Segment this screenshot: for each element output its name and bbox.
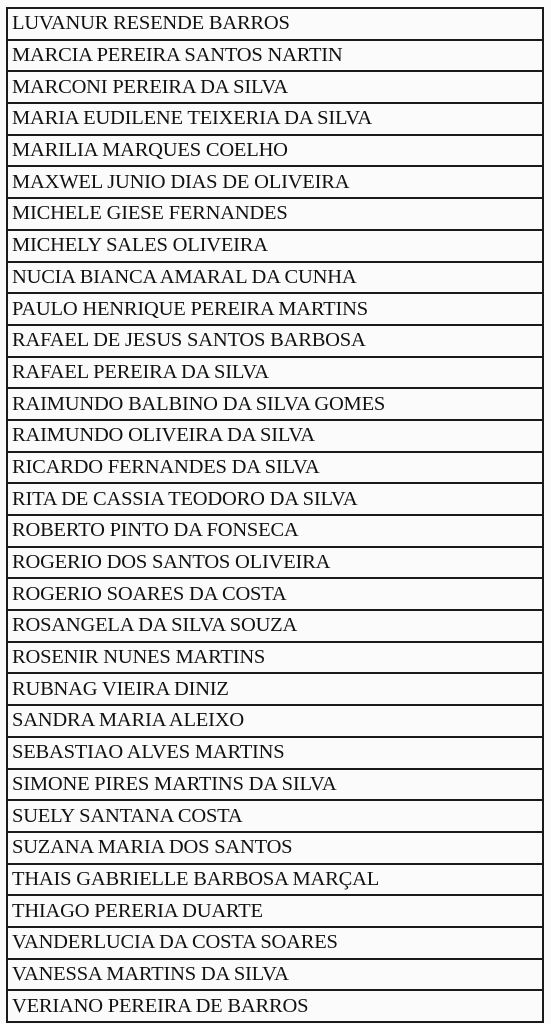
table-row — [7, 103, 543, 135]
name-cell: SIMONE PIRES MARTINS DA SILVA — [7, 769, 543, 801]
name-cell: SUZANA MARIA DOS SANTOS — [7, 832, 543, 864]
name-cell: MICHELY SALES OLIVEIRA — [7, 230, 543, 262]
table-row — [7, 927, 543, 959]
name-cell: RUBNAG VIEIRA DINIZ — [7, 673, 543, 705]
name-cell: VANESSA MARTINS DA SILVA — [7, 959, 543, 991]
table-row — [7, 198, 543, 230]
table-row — [7, 832, 543, 864]
name-cell: ROBERTO PINTO DA FONSECA — [7, 515, 543, 547]
name-cell: THAIS GABRIELLE BARBOSA MARÇAL — [7, 864, 543, 896]
name-cell: ROSENIR NUNES MARTINS — [7, 642, 543, 674]
name-cell: RAIMUNDO OLIVEIRA DA SILVA — [7, 420, 543, 452]
name-list-table — [6, 7, 544, 1023]
name-cell: RITA DE CASSIA TEODORO DA SILVA — [7, 483, 543, 515]
table-row — [7, 8, 543, 40]
table-row — [7, 452, 543, 484]
table-row — [7, 578, 543, 610]
name-cell: SEBASTIAO ALVES MARTINS — [7, 737, 543, 769]
table-row — [7, 800, 543, 832]
name-cell: ROSANGELA DA SILVA SOUZA — [7, 610, 543, 642]
name-cell: MARIA EUDILENE TEIXERIA DA SILVA — [7, 103, 543, 135]
table-row — [7, 230, 543, 262]
name-cell: SANDRA MARIA ALEIXO — [7, 705, 543, 737]
table-row — [7, 895, 543, 927]
table-row — [7, 515, 543, 547]
table-row — [7, 357, 543, 389]
table-row — [7, 673, 543, 705]
name-cell: RAFAEL PEREIRA DA SILVA — [7, 357, 543, 389]
table-row — [7, 40, 543, 72]
name-cell: RICARDO FERNANDES DA SILVA — [7, 452, 543, 484]
name-cell: PAULO HENRIQUE PEREIRA MARTINS — [7, 293, 543, 325]
table-row — [7, 166, 543, 198]
table-row — [7, 135, 543, 167]
name-cell: MAXWEL JUNIO DIAS DE OLIVEIRA — [7, 166, 543, 198]
name-cell: SUELY SANTANA COSTA — [7, 800, 543, 832]
name-cell: RAFAEL DE JESUS SANTOS BARBOSA — [7, 325, 543, 357]
table-row — [7, 864, 543, 896]
table-row — [7, 990, 543, 1022]
table-row — [7, 705, 543, 737]
table-row — [7, 420, 543, 452]
name-cell: ROGERIO DOS SANTOS OLIVEIRA — [7, 547, 543, 579]
table-row — [7, 325, 543, 357]
name-cell: RAIMUNDO BALBINO DA SILVA GOMES — [7, 388, 543, 420]
table-row — [7, 769, 543, 801]
name-cell: ROGERIO SOARES DA COSTA — [7, 578, 543, 610]
name-cell: LUVANUR RESENDE BARROS — [7, 8, 543, 40]
table-row — [7, 71, 543, 103]
name-cell: MARCONI PEREIRA DA SILVA — [7, 71, 543, 103]
name-cell: MARILIA MARQUES COELHO — [7, 135, 543, 167]
table-row — [7, 610, 543, 642]
table-row — [7, 293, 543, 325]
name-cell: VANDERLUCIA DA COSTA SOARES — [7, 927, 543, 959]
name-cell: THIAGO PERERIA DUARTE — [7, 895, 543, 927]
name-cell: VERIANO PEREIRA DE BARROS — [7, 990, 543, 1022]
table-row — [7, 388, 543, 420]
table-row — [7, 642, 543, 674]
name-cell: NUCIA BIANCA AMARAL DA CUNHA — [7, 262, 543, 294]
table-row — [7, 737, 543, 769]
table-row — [7, 483, 543, 515]
table-row — [7, 262, 543, 294]
name-cell: MARCIA PEREIRA SANTOS NARTIN — [7, 40, 543, 72]
table-row — [7, 547, 543, 579]
table-row — [7, 959, 543, 991]
name-cell: MICHELE GIESE FERNANDES — [7, 198, 543, 230]
